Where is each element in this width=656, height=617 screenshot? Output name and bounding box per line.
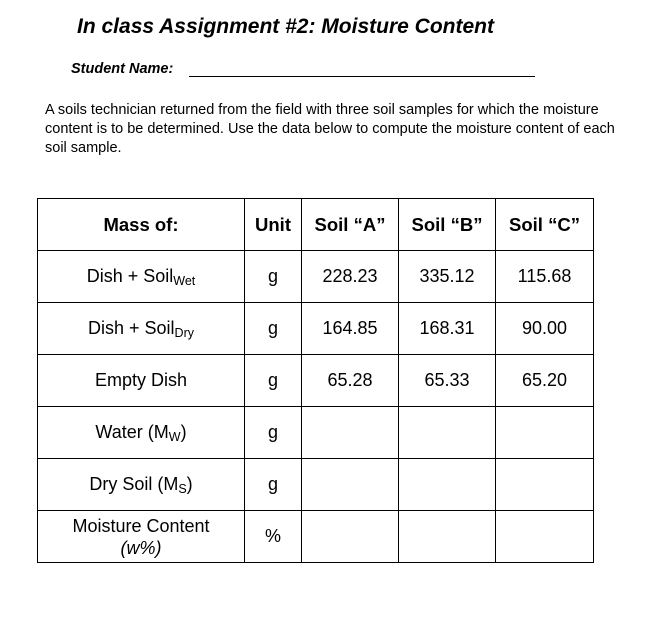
row-label-dish-soil-wet: Dish + Soil$_{Wet}$ [38, 251, 245, 303]
answer-cell-soil-a[interactable] [302, 511, 399, 563]
instructions-paragraph: A soils technician returned from the field with three soil samples for which the moisture content is to be determined. Use the data below to compute the moisture content of each soil sample. [45, 102, 615, 156]
table-row [38, 511, 594, 563]
answer-cell-soil-b[interactable] [399, 459, 496, 511]
header-mass-of: Mass of: [38, 199, 245, 251]
answer-cell-soil-b[interactable] [399, 407, 496, 459]
answer-cell-soil-c[interactable] [496, 511, 594, 563]
header-unit: Unit [245, 199, 302, 251]
unit-cell: g [245, 459, 302, 511]
header-soil-b: Soil “B” [399, 199, 496, 251]
answer-cell-soil-c[interactable] [496, 459, 594, 511]
unit-cell: g [245, 355, 302, 407]
unit-cell: % [245, 511, 302, 563]
unit-cell: g [245, 407, 302, 459]
student-name-label: Student Name: [71, 61, 174, 77]
value-cell: 335.12 [399, 251, 496, 303]
header-soil-a: Soil “A” [302, 199, 399, 251]
row-label-moisture-content: Moisture Content (w%) [38, 511, 245, 563]
table-row [38, 251, 594, 303]
subscript-w: W [168, 429, 181, 444]
answer-cell-soil-c[interactable] [496, 407, 594, 459]
assignment-title: In class Assignment #2: Moisture Content [77, 15, 494, 38]
row-label-water: Water $(M_W)$ [38, 407, 245, 459]
value-cell: 65.33 [399, 355, 496, 407]
unit-cell: g [245, 251, 302, 303]
table-row [38, 459, 594, 511]
subscript-wet: Wet [173, 273, 196, 288]
row-label-dish-soil-dry: Dish + Soil$_{Dry}$ [38, 303, 245, 355]
value-cell: 90.00 [496, 303, 594, 355]
subscript-dry: Dry [174, 325, 194, 340]
row-label-empty-dish: Empty Dish [38, 355, 245, 407]
answer-cell-soil-b[interactable] [399, 511, 496, 563]
value-cell: 168.31 [399, 303, 496, 355]
value-cell: 65.28 [302, 355, 399, 407]
student-name-blank-line[interactable] [189, 76, 535, 77]
table-row [38, 355, 594, 407]
table-row [38, 303, 594, 355]
table-row [38, 407, 594, 459]
value-cell: 164.85 [302, 303, 399, 355]
table-header-row [38, 199, 594, 251]
moisture-data-table [37, 198, 594, 563]
header-soil-c: Soil “C” [496, 199, 594, 251]
value-cell: 65.20 [496, 355, 594, 407]
answer-cell-soil-a[interactable] [302, 407, 399, 459]
answer-cell-soil-a[interactable] [302, 459, 399, 511]
row-label-dry-soil: Dry Soil $(M_S)$ [38, 459, 245, 511]
unit-cell: g [245, 303, 302, 355]
subscript-s: S [178, 481, 187, 496]
value-cell: 228.23 [302, 251, 399, 303]
value-cell: 115.68 [496, 251, 594, 303]
